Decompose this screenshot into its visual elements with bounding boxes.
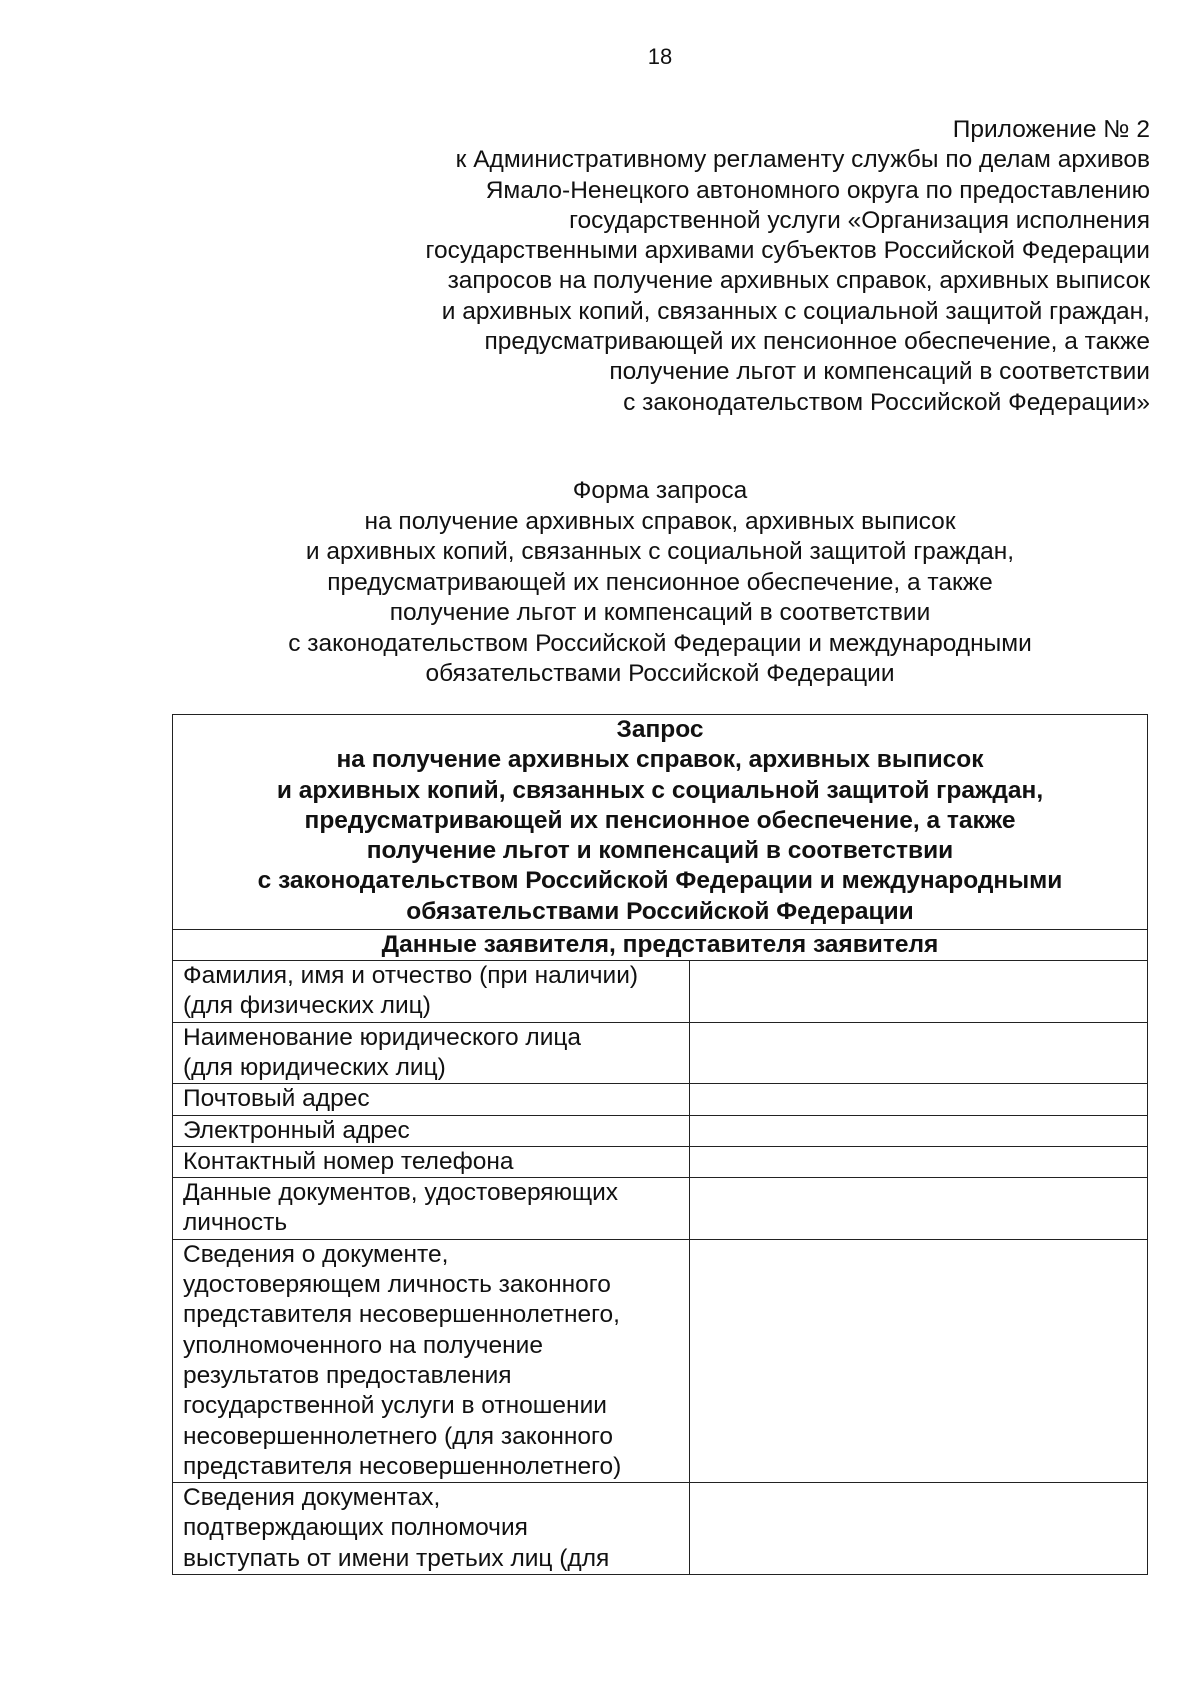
field-value-full-name[interactable] [690,961,1148,1023]
request-header-line: на получение архивных справок, архивных выписок [336,746,984,774]
field-label-line: Сведения о документе, [183,1240,449,1268]
appendix-line: Приложение № 2 [952,116,1150,143]
appendix-line: и архивных копий, связанных с социальной защитой граждан, [441,297,1150,325]
field-label-line: (для юридических лиц) [183,1053,446,1081]
field-label-postal-address [173,1084,690,1115]
appendix-line: запросов на получение архивных справок, архивных выписок [447,267,1150,295]
table-row [173,1115,1148,1146]
table-header-row [173,715,1148,930]
field-label-line: Почтовый адрес [183,1085,370,1113]
form-title-line: предусматривающей их пенсионное обеспечение, а также [327,568,993,596]
field-label-line: несовершеннолетнего (для законного [183,1422,614,1450]
table-row [173,1239,1148,1482]
form-title-line: Форма запроса [572,477,748,504]
appendix-line: предусматривающей их пенсионное обеспечение, а также [484,328,1150,356]
request-header [173,715,1148,930]
field-label-line: личность [183,1209,288,1237]
request-header-line: с законодательством Российской Федерации и международными [257,867,1063,895]
table-row [173,1178,1148,1240]
field-value-identity-documents[interactable] [690,1178,1148,1240]
request-header-line: предусматривающей их пенсионное обеспечение, а также [304,806,1016,834]
appendix-line: с законодательством Российской Федерации» [623,388,1150,416]
field-label-line: Сведения документах, [183,1484,441,1512]
request-header-line: Запрос [616,716,704,743]
field-value-third-party-authority-documents[interactable] [690,1483,1148,1575]
appendix-line: государственной услуги «Организация исполнения [569,206,1150,234]
field-value-legal-entity-name[interactable] [690,1022,1148,1084]
field-label-line: представителя несовершеннолетнего) [183,1452,622,1480]
field-value-phone-number[interactable] [690,1146,1148,1177]
field-label-legal-entity-name [173,1022,690,1084]
appendix-reference [290,115,1150,418]
form-title-line: и архивных копий, связанных с социальной защитой граждан, [305,538,1015,565]
form-title-line: с законодательством Российской Федерации и международными [288,629,1032,657]
field-label-line: результатов предоставления [183,1361,512,1389]
field-label-line: подтверждающих полномочия [183,1514,528,1542]
form-title-line: обязательствами Российской Федерации [425,660,895,687]
field-label-line: выступать от имени третьих лиц (для [183,1544,610,1572]
field-label-line: государственной услуги в отношении [183,1392,607,1420]
appendix-line: получение льгот и компенсаций в соответствии [609,358,1150,386]
field-label-email-address [173,1115,690,1146]
field-value-legal-representative-document[interactable] [690,1239,1148,1482]
table-section-row [173,930,1148,961]
applicant-section-title: Данные заявителя, представителя заявителя [173,930,1148,961]
request-header-line: и архивных копий, связанных с социальной защитой граждан, [276,776,1044,804]
form-title-line: получение льгот и компенсаций в соответствии [389,599,931,626]
table-row [173,1084,1148,1115]
request-header-line: получение льгот и компенсаций в соответствии [366,837,954,865]
field-label-line: Наименование юридического лица [183,1023,582,1051]
table-row [173,1022,1148,1084]
table-row [173,961,1148,1023]
page-number: 18 [647,44,673,69]
request-header-line: обязательствами Российской Федерации [406,897,914,925]
field-label-line: Контактный номер телефона [183,1147,514,1175]
field-label-line: Электронный адрес [183,1116,410,1144]
field-value-email-address[interactable] [690,1115,1148,1146]
field-label-line: уполномоченного на получение [183,1331,543,1359]
form-title [0,476,1200,690]
field-label-phone-number [173,1146,690,1177]
field-label-line: Данные документов, удостоверяющих [183,1179,619,1207]
appendix-line: Ямало-Ненецкого автономного округа по предоставлению [485,176,1150,204]
form-title-line: на получение архивных справок, архивных выписок [364,507,956,535]
field-label-line: (для физических лиц) [183,992,431,1020]
field-label-line: Фамилия, имя и отчество (при наличии) [183,962,639,990]
appendix-line: к Административному регламенту службы по делам архивов [455,146,1150,174]
appendix-line: государственными архивами субъектов Российской Федерации [425,237,1150,265]
field-label-third-party-authority-documents [173,1483,690,1575]
field-label-line: удостоверяющем личность законного [183,1271,611,1299]
field-label-legal-representative-document [173,1239,690,1482]
field-label-identity-documents [173,1178,690,1240]
table-row [173,1483,1148,1575]
field-label-line: представителя несовершеннолетнего, [183,1301,620,1329]
field-value-postal-address[interactable] [690,1084,1148,1115]
request-form-table [172,714,1148,1575]
field-label-full-name [173,961,690,1023]
table-row [173,1146,1148,1177]
